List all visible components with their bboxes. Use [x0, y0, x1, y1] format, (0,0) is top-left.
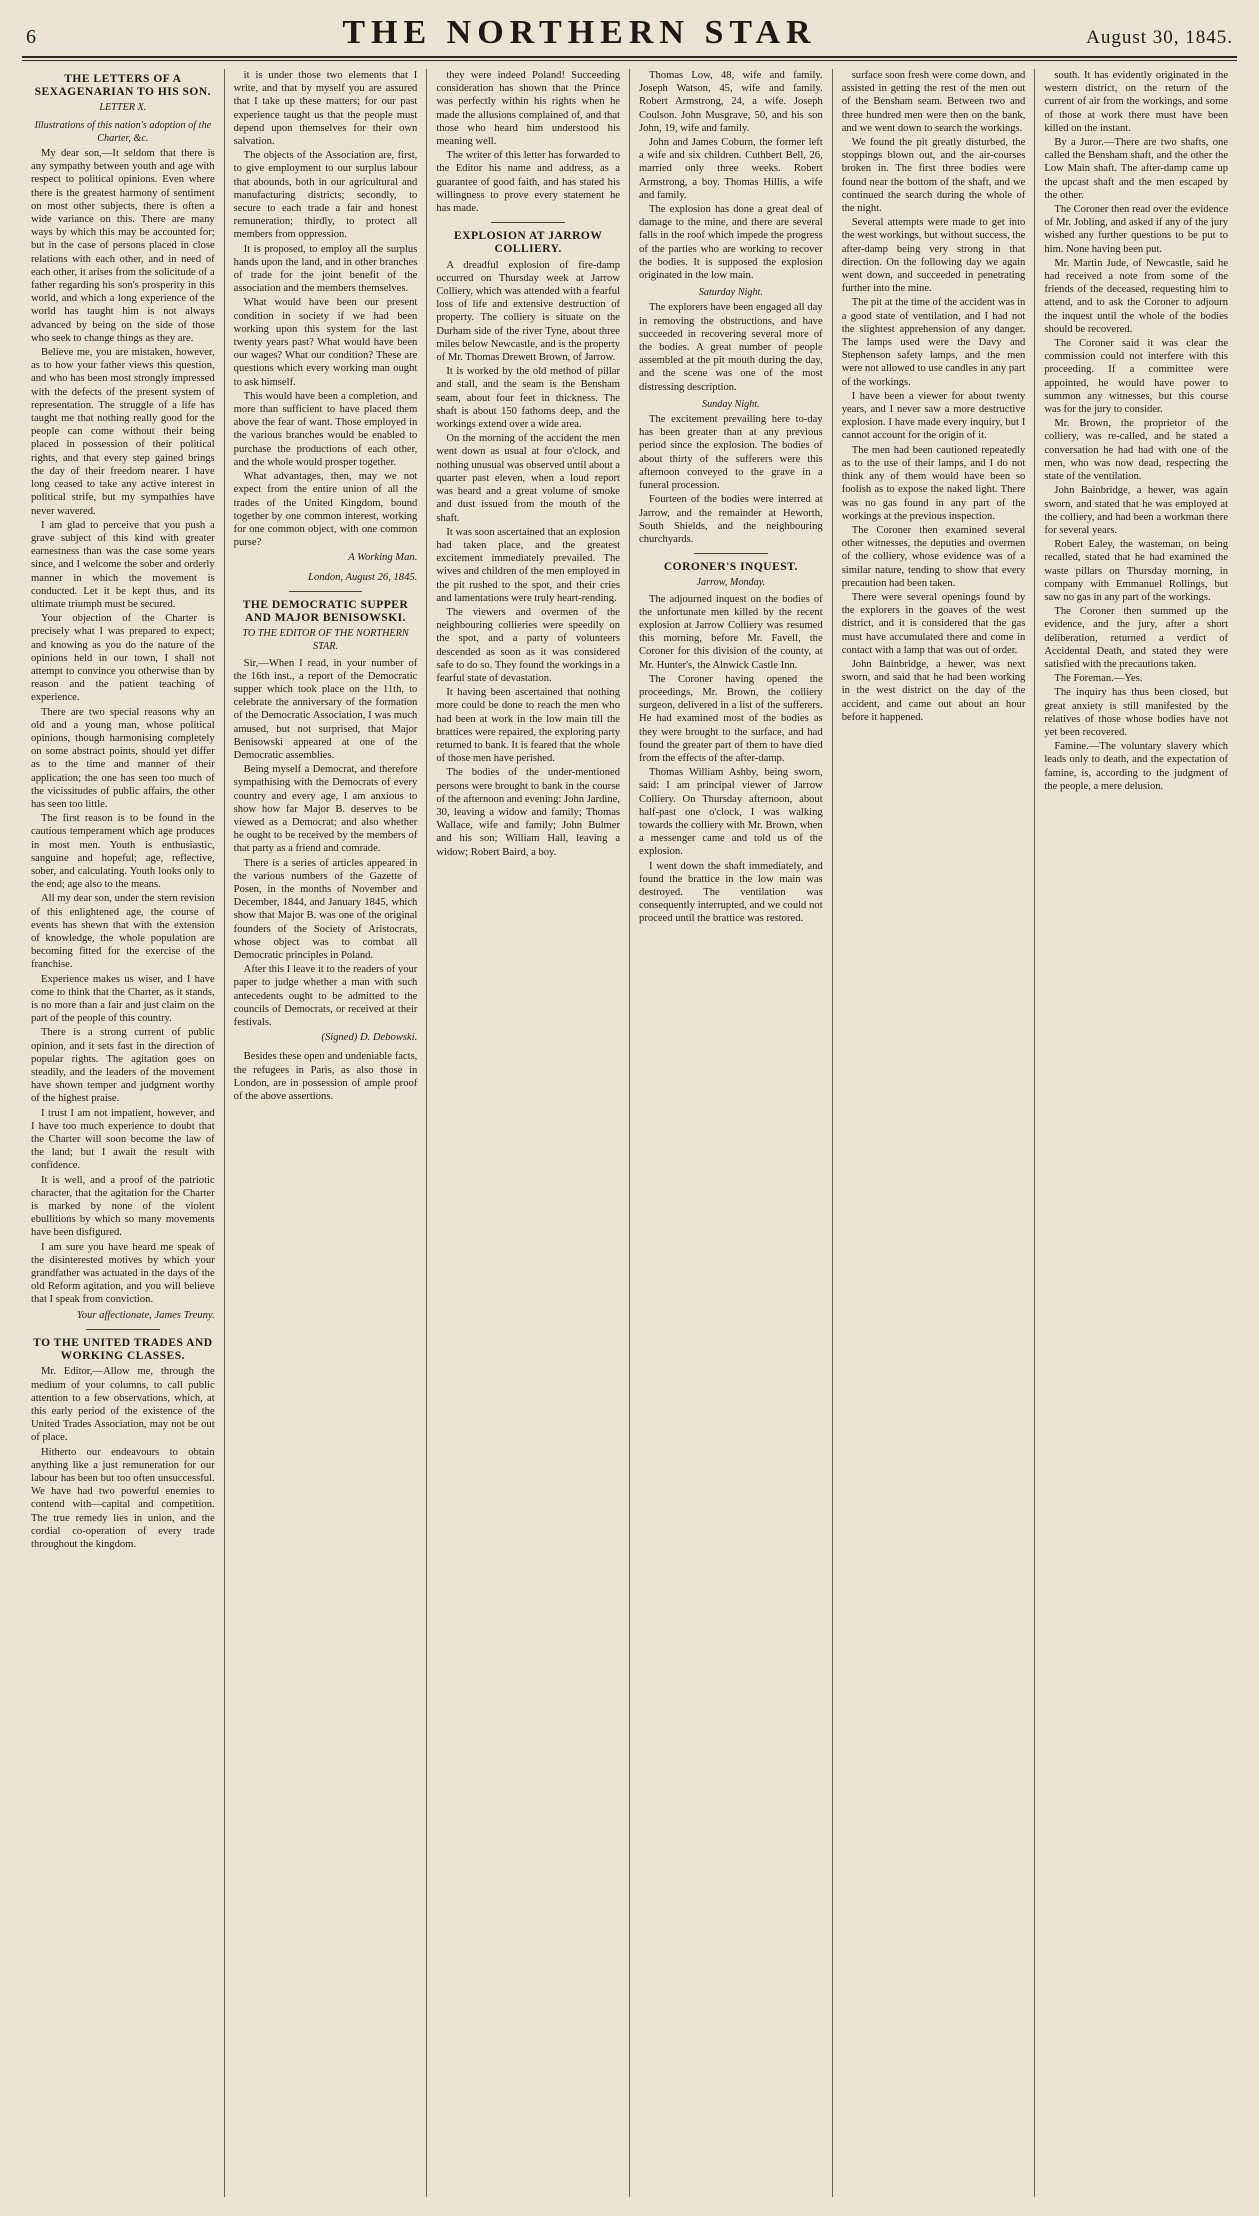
page-number: 6 [26, 26, 36, 48]
paragraph: What advantages, then, may we not expect from the entire union of all the trades of the United Kingdom, bound together by one common interest, working for one common object, with one common purse? [233, 471, 418, 549]
article-heading: CORONER'S INQUEST. [663, 561, 798, 574]
paragraph: Besides these open and undeniable facts, the refugees in Paris, as also those in London, are in possession of ample proof of the above assertions. [233, 1051, 418, 1103]
signature: Your affectionate, James Treuny. [76, 1309, 215, 1321]
paragraph: There were several openings found by the explorers in the goaves of the west district, and it is considered that the gas must have accumulated there and come in contact with a lamp that was out of order. [841, 591, 1026, 656]
paragraph: By a Juror.—There are two shafts, one called the Bensham shaft, and the other the Low Main shaft. The after-damp came up the upcast shaft and the men escaped by the other. [1044, 137, 1229, 201]
paragraph: We found the pit greatly disturbed, the stoppings blown out, and the air-courses broken in. The first three bodies were found near the bottom of the shaft, and we continued the search during the whole of the night. [841, 137, 1026, 215]
paragraph: All my dear son, under the stern revision of this enlightened age, the course of events has shewn that with the extension of knowledge, the whole population are becoming fitted for the exercise of the franchise. [31, 893, 215, 971]
paragraph: The viewers and overmen of the neighbouring collieries were speedily on the spot, and a party of volunteers descended as soon as it was considered safe to do so. They found the workings in a fearful state of devastation. [436, 606, 621, 684]
paragraph: Robert Ealey, the wasteman, on being recalled, stated that he had examined the waste pillars on Thursday morning, in company with Emmanuel Rollings, but saw no gas in any part of the workings. [1044, 539, 1229, 603]
paragraph: After this I leave it to the readers of your paper to judge whether a man with such antecedents ought to be admitted to the councils of Democrats, or received at their festivals. [233, 964, 418, 1029]
paragraph: The explorers have been engaged all day in removing the obstructions, and have succeeded in recovering several more of the bodies. A great number of people assembled at the pit mouth during the day, and the scene was one of the most distressing description. [639, 302, 823, 393]
paragraph: A dreadful explosion of fire-damp occurred on Thursday week at Jarrow Colliery, which was attended with a fearful loss of life and extensive destruction of property. The colliery is situate on the Durham side of the river Tyne, about three miles below Newcastle, and is the property of Mr. Thomas Drewett Brown, of Jarrow. [436, 259, 621, 364]
issue-date: August 30, 1845. [1086, 27, 1233, 48]
paragraph: Believe me, you are mistaken, however, as to how your father views this question, and who has been most strongly impressed with the defects of the present system of representation. The struggle of a life has taught me that nothing really good for the people can come without their being placed in possession of their political rights, and that every step gained brings the day of their freedom nearer. I have long ceased to take any active interest in political strife, but my sympathies have never wavered. [31, 347, 215, 517]
paragraph: they were indeed Poland! Succeeding consideration has shown that the Prince was perfectly within his rights when he made the allusions complained of, and that those who heard him understood his meaning well. [436, 70, 621, 148]
paragraph: John and James Coburn, the former left a wife and six children. Cuthbert Bell, 26, married only three weeks. Robert Armstrong, a boy. Thomas Hillis, a wife and family. [639, 137, 823, 201]
divider [289, 591, 362, 592]
paragraph: I am sure you have heard me speak of the disinterested motives by which your grandfather was actuated in the days of the old Reform agitation, and you will believe that I speak from conviction. [31, 1241, 215, 1306]
article-subheading: Jarrow, Monday. [696, 577, 766, 589]
signature: A Working Man. [348, 552, 418, 564]
paragraph: Your objection of the Charter is precisely what I was prepared to expect; and knowing as you do the nature of the opinions held in our town, I shall not attempt to convince you otherwise than by reason and the patient teaching of experience. [31, 613, 215, 704]
divider [86, 1329, 159, 1330]
paragraph: The inquiry has thus been closed, but great anxiety is still manifested by the relatives of those whose bodies have not yet been recovered. [1044, 687, 1229, 738]
paragraph: Mr. Brown, the proprietor of the colliery, was re-called, and he stated a conversation he had had with one of the men, who was now dead, respecting the state of the ventilation. [1044, 418, 1229, 483]
paragraph: The Coroner then summed up the evidence, and the jury, after a short deliberation, returned a verdict of Accidental Death, and stated they were satisfied with the precautions taken. [1044, 606, 1229, 670]
paragraph: Several attempts were made to get into the west workings, but without success, the after-damp being very strong in that direction. On the following day we again went down, and succeeded in penetrating further into the mine. [841, 217, 1026, 295]
paragraph: It is well, and a proof of the patriotic character, that the agitation for the Charter is marked by none of the violent ebullitions by which so many movements have been disfigured. [31, 1174, 215, 1239]
paragraph: There is a strong current of public opinion, and it sets fast in the direction of popular rights. The agitation goes on steadily, and the leaders of the movement have shown temper and judgment worthy of the highest praise. [31, 1027, 215, 1105]
columns [22, 69, 1237, 2197]
paragraph: The bodies of the under-mentioned persons were brought to bank in the course of the afternoon and evening: John Jardine, 30, leaving a widow and family; Thomas Wallace, wife and family; John Bulmer and his son; William Hall, leaving a widow; Robert Baird, a boy. [436, 767, 621, 858]
paragraph: Experience makes us wiser, and I have come to think that the Charter, as it stands, is no more than a fair and just claim on the part of the people of this country. [31, 973, 215, 1025]
paragraph: What would have been our present condition in society if we had been working upon this system for the last twenty years past? What would have been our wages? What our condition? These are questions which every working man ought to ask himself. [233, 297, 418, 388]
paragraph: The pit at the time of the accident was in a good state of ventilation, and I had not the slightest apprehension of any danger. The lamps used were the Davy and Stephenson safety lamps, and the men were not allowed to use candles in any part of the workings. [841, 297, 1026, 388]
paragraph: The Coroner then examined several other witnesses, the deputies and overmen of the colliery, whose evidence was of a similar nature, tending to show that every precaution had been taken. [841, 524, 1026, 589]
paragraph: Mr. Editor,—Allow me, through the medium of your columns, to call public attention to a few observations, which, at this early period of the existence of the United Trades Association, may not be out of place. [31, 1366, 215, 1444]
paragraph: My dear son,—It seldom that there is any sympathy between youth and age with respect to political opinions. Even where there is the greatest harmony of sentiment on most other subjects, there is often a wide variance on this. There are many ways by which this may be accounted for; but in the case of persons placed in close relations with each other, and in need of each other, it arises from the solicitude of a father regarding his son's prosperity in this world, and which a long experience of the world has taught him is not always advanced by being on the side of those who seek to change things as they are. [31, 148, 215, 344]
article-subheading: LETTER X. [99, 102, 147, 114]
paragraph: The Coroner then read over the evidence of Mr. Jobling, and asked if any of the jury wished any further questions to be put to him. None having been put. [1044, 204, 1229, 255]
article-subtitle: Illustrations of this nation's adoption of the Charter, &c. [34, 119, 212, 144]
paragraph: south. It has evidently originated in the western district, on the return of the current of air from the workings, and some of those at work there must have been killed on the instant. [1044, 70, 1229, 134]
paragraph: The first reason is to be found in the cautious temperament which age produces in most men. Youth is enthusiastic, sanguine and hopeful; age, reflective, sober, and calculating. Youth looks only to the end; age also to the means. [31, 813, 215, 891]
paragraph: I am glad to perceive that you push a grave subject of this kind with greater earnestness than was the case some years since, and I welcome the sober and orderly manner in which the movement is conducted. Let it be kept thus, and its ultimate triumph must be secured. [31, 519, 215, 610]
column-3 [427, 69, 630, 2197]
signature: (Signed) D. Debowski. [321, 1032, 418, 1044]
column-4 [630, 69, 833, 2197]
paragraph: Famine.—The voluntary slavery which leads only to death, and the expectation of famine, is, according to the judgment of the people, a mere delusion. [1044, 741, 1229, 792]
paragraph: John Bainbridge, a hewer, was again sworn, and stated that he was employed at the colliery, and had been a workman there for several years. [1044, 485, 1229, 536]
paragraph: The excitement prevailing here to-day has been greater than at any previous period since the explosion. The bodies of about thirty of the sufferers were this afternoon conveyed to the grave in a funeral procession. [639, 414, 823, 492]
paragraph: The adjourned inquest on the bodies of the unfortunate men killed by the recent explosion at Jarrow Colliery was resumed this morning, before Mr. Favell, the Coroner for this division of the county, at Mr. Hunter's, the Alnwick Castle Inn. [639, 593, 823, 671]
article-heading: THE DEMOCRATIC SUPPER AND MAJOR BENISOWSKI. [242, 598, 409, 624]
paragraph: It is proposed, to employ all the surplus hands upon the land, and in other branches of trade for the joint benefit of the association and the members themselves. [233, 243, 418, 295]
divider [491, 222, 564, 223]
column-6 [1035, 69, 1237, 2197]
paragraph: I have been a viewer for about twenty years, and I never saw a more destructive explosion. I have made every inquiry, but I cannot account for the origin of it. [841, 390, 1026, 442]
paragraph: Mr. Martin Jude, of Newcastle, said he had received a note from some of the friends of the deceased, requesting him to attend, and to ask the Coroner to adjourn the inquest until the whole of the bodies should be recovered. [1044, 257, 1229, 335]
paragraph: It having been ascertained that nothing more could be done to reach the men who had been at work in the low main till the brattices were repaired, the exploring party returned to bank. It is feared that the whole of those men have perished. [436, 687, 621, 765]
article-subheading: TO THE EDITOR OF THE NORTHERN STAR. [242, 628, 409, 653]
masthead [22, 14, 1237, 58]
paragraph: Thomas Low, 48, wife and family. Joseph Watson, 45, wife and family. Robert Armstrong, 24, a wife. Joseph Coulson. John Musgrave, 50, and his son John, 19, wife and family. [639, 70, 823, 134]
article-heading: EXPLOSION AT JARROW COLLIERY. [453, 230, 603, 256]
divider [694, 553, 767, 554]
paragraph: Being myself a Democrat, and therefore sympathising with the Democrats of every country and every age, I am anxious to show how far Major B. deserves to be viewed as a Democrat; and also whether he ought to be received by the members of that party as a friend and comrade. [233, 764, 418, 855]
paragraph: There are two special reasons why an old and a young man, whose political opinions, though harmonising completely on some abstract points, should yet differ as to the time and manner of their application; the one has seen too much of the vicissitudes of public affairs, the other has seen too little. [31, 706, 215, 810]
paragraph: The explosion has done a great deal of damage to the mine, and there are several falls in the roof which impede the progress of the parties who are working to recover the bodies. It is supposed the explosion originated in the low main. [639, 204, 823, 282]
paragraph: The Coroner said it was clear the commission could not interfere with this proceeding. If a committee were appointed, he would have power to summon any witnesses, but this course was for the jury to consider. [1044, 338, 1229, 416]
paragraph: Hitherto our endeavours to obtain anything like a just remuneration for our labour has been but too often unsuccessful. We have had two powerful enemies to contend with—capital and competition. The true remedy lies in union, and the cordial co-operation of every trade throughout the kingdom. [31, 1446, 215, 1550]
paragraph: On the morning of the accident the men went down as usual at four o'clock, and nothing unusual was observed until about a quarter past eleven, when a loud report was heard and a great volume of smoke and dust issued from the mouth of the shaft. [436, 433, 621, 524]
paragraph: it is under those two elements that I write, and that by myself you are assured that I take up these matters; for our past experience taught us that the people must depend upon themselves for their own salvation. [233, 70, 418, 148]
section-subheading: Sunday Night. [701, 398, 760, 410]
dateline: London, August 26, 1845. [308, 571, 418, 583]
paragraph: The men had been cautioned repeatedly as to the use of their lamps, and I do not think any of them would have been so foolish as to expose the naked light. There was no gas found in any part of the workings at the previous inspection. [841, 444, 1026, 522]
paragraph: The Foreman.—Yes. [1054, 673, 1143, 685]
paragraph: Fourteen of the bodies were interred at Jarrow, and the remainder at Heworth, South Shields, and the neighbouring churchyards. [639, 494, 823, 545]
paragraph: The objects of the Association are, first, to give employment to our surplus labour that abounds, both in our agricultural and manufacturing districts; secondly, to secure to each trade a fair and honest remuneration; thirdly, to protect all members from oppression. [233, 150, 418, 241]
newspaper-title: THE NORTHERN STAR [342, 14, 817, 51]
column-1 [22, 69, 225, 2197]
section-subheading: Saturday Night. [698, 287, 763, 299]
paragraph: The writer of this letter has forwarded to the Editor his name and address, as a guarantee of good faith, and has stated his willingness to prove every statement he has made. [436, 150, 621, 215]
masthead-rule [22, 58, 1237, 61]
paragraph: I went down the shaft immediately, and found the brattice in the low main was destroyed. The ventilation was consequently interrupted, and we could not proceed until the brattice was restored. [639, 860, 823, 925]
paragraph: This would have been a completion, and more than sufficient to have placed them above the fear of want. Those employed in the various branches would be enabled to purchase the productions of each other, and the whole would prosper together. [233, 390, 418, 468]
column-2 [225, 69, 428, 2197]
paragraph: The Coroner having opened the proceedings, Mr. Brown, the colliery surgeon, delivered in a list of the sufferers. He had examined most of the bodies as they were brought to the surface, and had found the greater part of them to have died from the effects of the after-damp. [639, 673, 823, 764]
paragraph: It is worked by the old method of pillar and stall, and the seam is the Bensham seam, about four feet in thickness. The shaft is about 150 fathoms deep, and the workings extend over a wide area. [436, 366, 621, 431]
paragraph: Thomas William Ashby, being sworn, said: I am principal viewer of Jarrow Colliery. On Thursday afternoon, about half-past one o'clock, I was walking towards the colliery with Mr. Brown, when a messenger came and told us of the explosion. [639, 767, 823, 858]
paragraph: I trust I am not impatient, however, and I have too much experience to doubt that the Charter will soon become the law of the land; but I await the result with confidence. [31, 1107, 215, 1172]
paragraph: John Bainbridge, a hewer, was next sworn, and said that he had been working in the west district on the day of the accident, and came out about an hour before it happened. [841, 658, 1026, 723]
paragraph: There is a series of articles appeared in the various numbers of the Gazette of Posen, in the months of November and December, 1844, and January 1845, which show that Major B. was one of the original founders of the Society of Aristocrats, whose object was to combat all Democratic principles in Poland. [233, 857, 418, 961]
paragraph: It was soon ascertained that an explosion had taken place, and the greatest excitement immediately prevailed. The wives and children of the men employed in the pit rushed to the spot, and their cries and lamentations were truly heart-rending. [436, 526, 621, 604]
paragraph: surface soon fresh were come down, and assisted in getting the rest of the men out of the Bensham seam. Between two and three hundred men were then on the bank, and we went down to search the workings. [841, 70, 1026, 134]
paragraph: Sir,—When I read, in your number of the 16th inst., a report of the Democratic supper which took place on the 11th, to celebrate the anniversary of the formation of the Democratic Association, I was much amused, but not surprised, that Major Benisowski appeared at one of the Democratic assemblies. [233, 657, 418, 761]
column-5 [833, 69, 1036, 2197]
article-heading: THE LETTERS OF A SEXAGENARIAN TO HIS SON. [34, 73, 212, 99]
article-heading: TO THE UNITED TRADES AND WORKING CLASSES. [33, 1336, 213, 1363]
